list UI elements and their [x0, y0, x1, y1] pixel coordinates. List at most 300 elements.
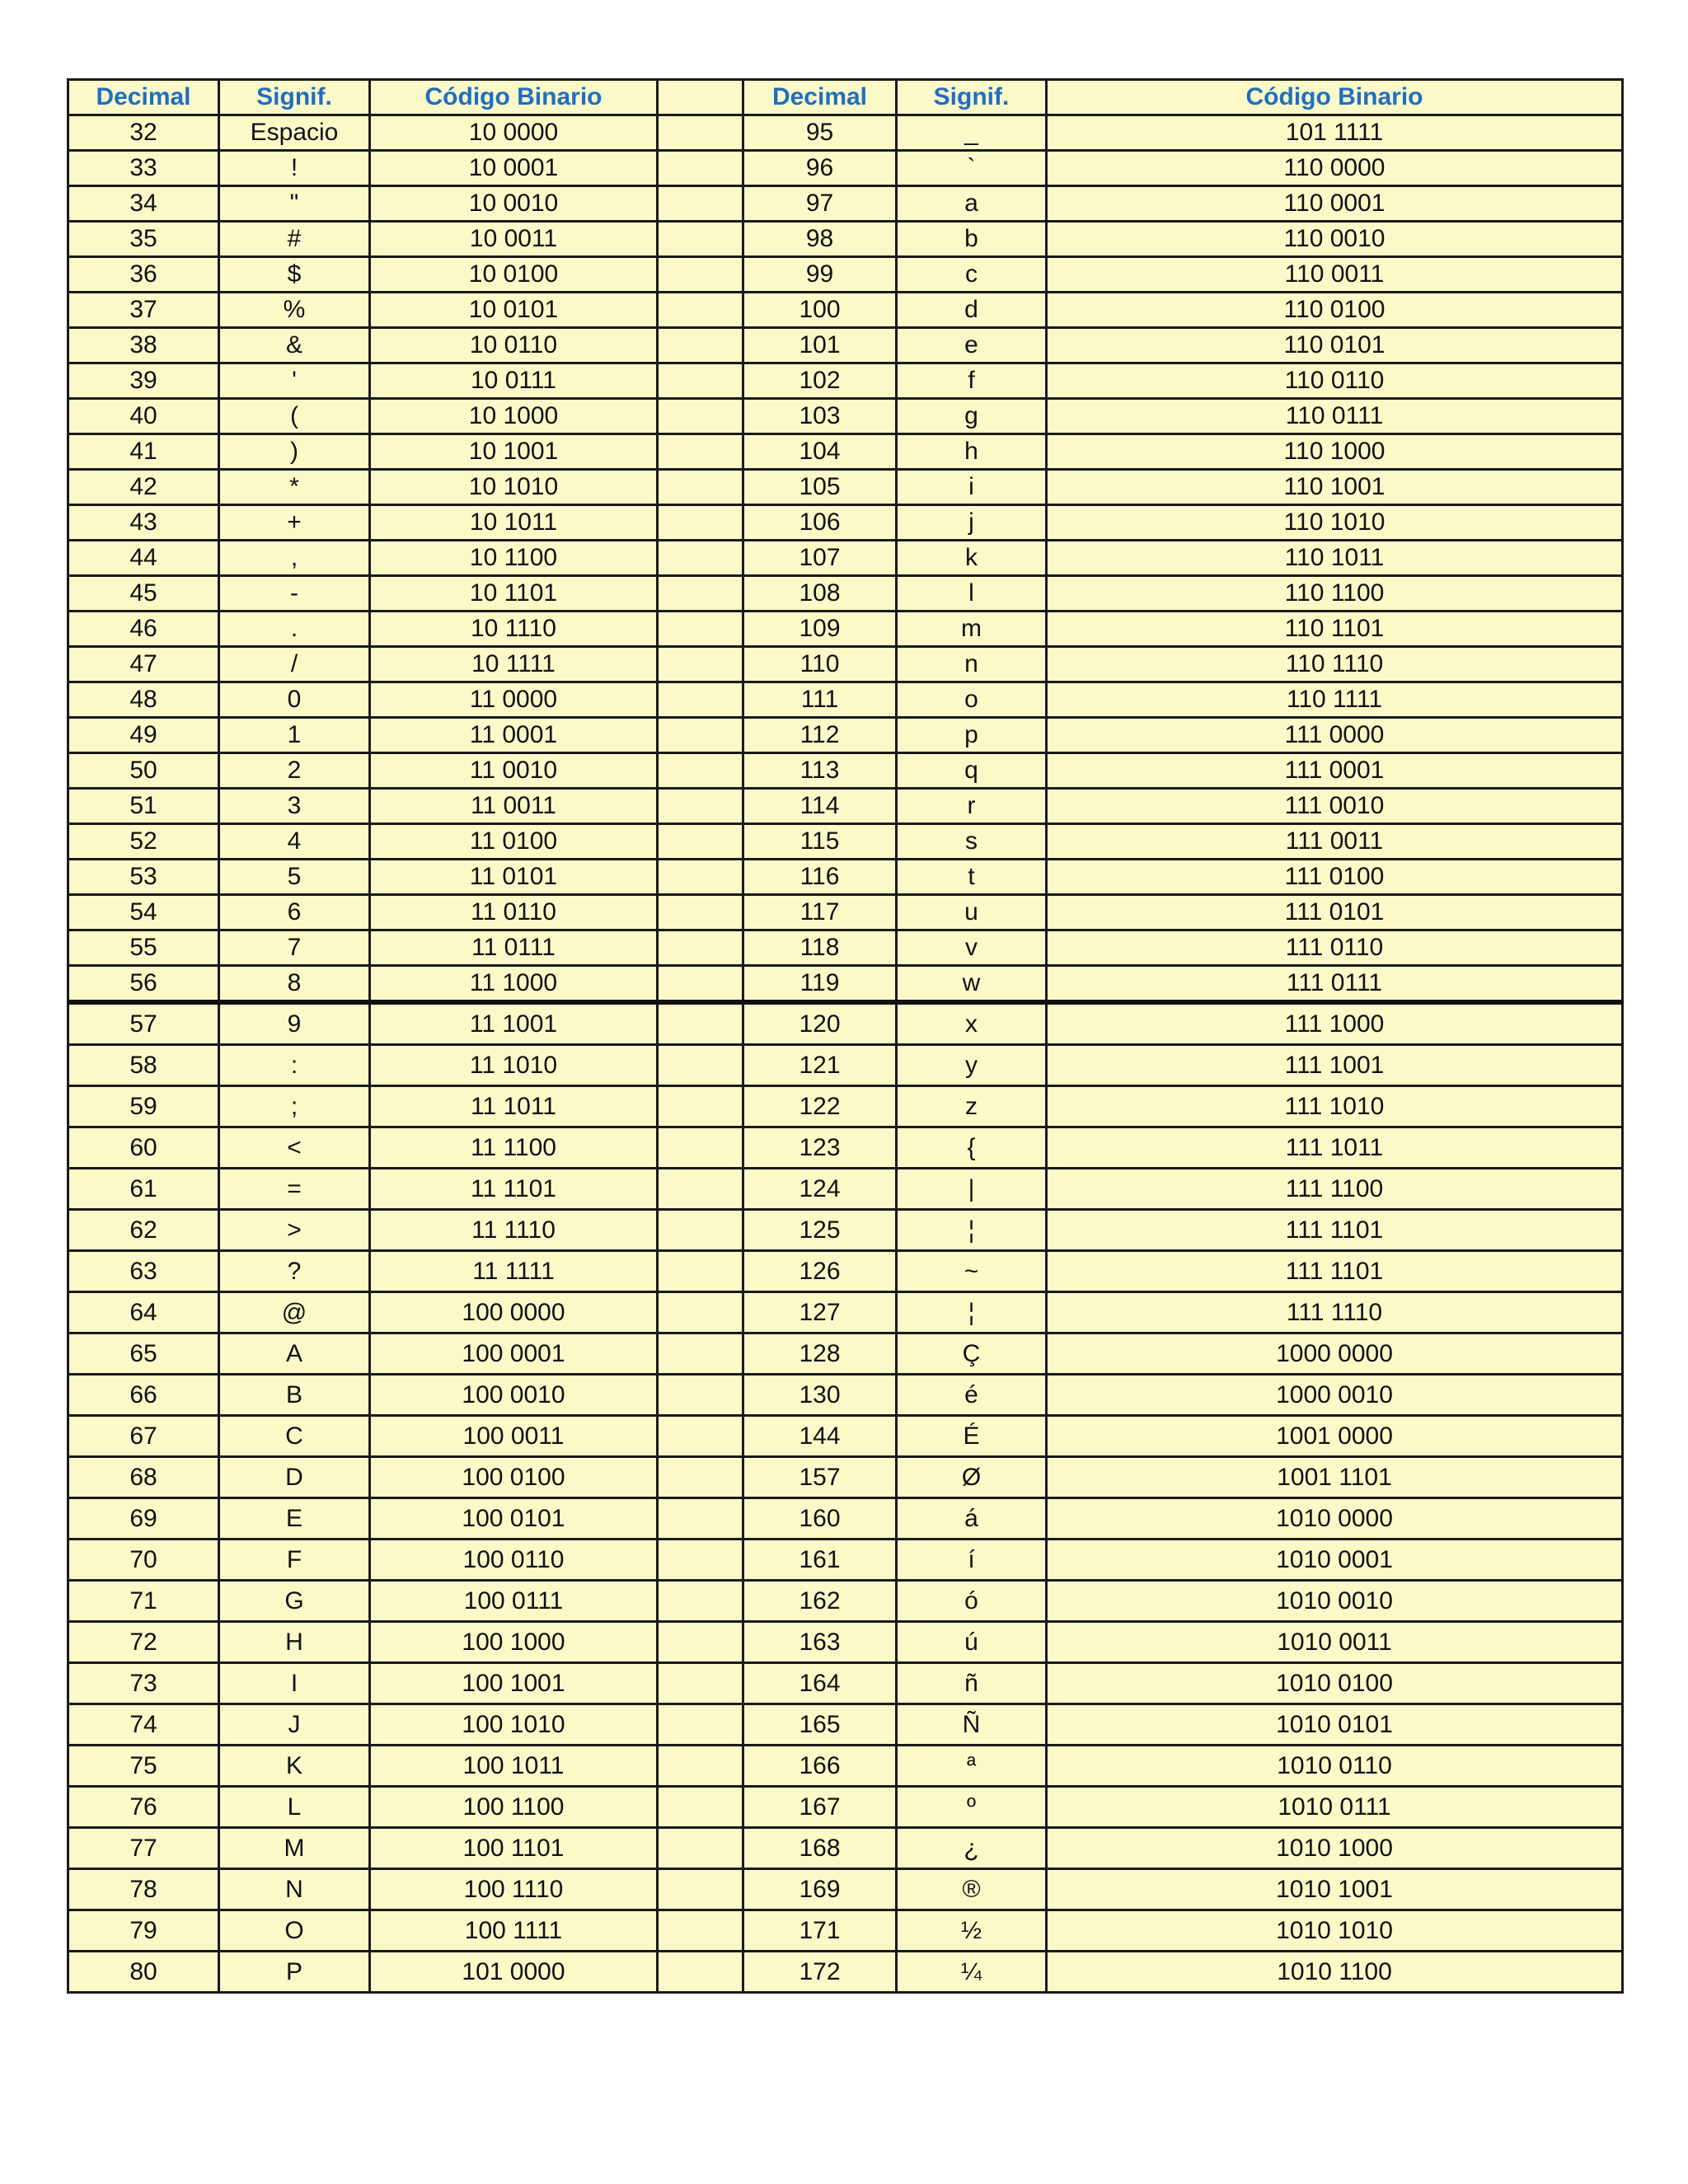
cell-signif: 2	[219, 753, 370, 789]
cell-spacer	[658, 222, 743, 257]
cell-signif: j	[897, 505, 1047, 541]
cell-signif: ¿	[897, 1828, 1047, 1869]
cell-spacer	[658, 1787, 743, 1828]
table-body-part2	[68, 1002, 1623, 1993]
cell-binary: 1000 0010	[1047, 1375, 1623, 1416]
cell-signif: v	[897, 930, 1047, 966]
cell-signif: *	[219, 470, 370, 505]
cell-signif: t	[897, 860, 1047, 895]
cell-binary: 10 0001	[370, 151, 658, 186]
cell-spacer	[658, 895, 743, 930]
cell-signif: 5	[219, 860, 370, 895]
cell-decimal: 42	[68, 470, 219, 505]
cell-decimal: 98	[743, 222, 897, 257]
cell-decimal: 50	[68, 753, 219, 789]
cell-binary: 11 1111	[370, 1251, 658, 1292]
cell-decimal: 70	[68, 1540, 219, 1581]
ascii-table-sheet	[67, 78, 1621, 1994]
cell-binary: 110 0110	[1047, 363, 1623, 399]
cell-decimal: 32	[68, 115, 219, 151]
cell-signif: ,	[219, 541, 370, 576]
cell-signif: 9	[219, 1002, 370, 1045]
cell-binary: 1010 0111	[1047, 1787, 1623, 1828]
cell-binary: 11 0101	[370, 860, 658, 895]
cell-binary: 10 1011	[370, 505, 658, 541]
header-decimal: Decimal	[743, 80, 897, 115]
table-row	[68, 505, 1623, 541]
cell-decimal: 104	[743, 434, 897, 470]
cell-signif: :	[219, 1045, 370, 1086]
cell-binary: 10 0110	[370, 328, 658, 363]
cell-binary: 100 0111	[370, 1581, 658, 1622]
cell-decimal: 64	[68, 1292, 219, 1333]
cell-binary: 111 1011	[1047, 1127, 1623, 1169]
cell-signif: "	[219, 186, 370, 222]
cell-decimal: 55	[68, 930, 219, 966]
cell-signif: &	[219, 328, 370, 363]
cell-decimal: 80	[68, 1952, 219, 1993]
cell-decimal: 166	[743, 1746, 897, 1787]
table-row	[68, 1869, 1623, 1910]
header-binary: Código Binario	[370, 80, 658, 115]
cell-binary: 100 1110	[370, 1869, 658, 1910]
cell-spacer	[658, 1127, 743, 1169]
header-signif: Signif.	[897, 80, 1047, 115]
cell-spacer	[658, 115, 743, 151]
cell-signif: ¦	[897, 1210, 1047, 1251]
cell-signif: B	[219, 1375, 370, 1416]
table-row	[68, 718, 1623, 753]
cell-decimal: 120	[743, 1002, 897, 1045]
cell-decimal: 59	[68, 1086, 219, 1127]
table-row	[68, 682, 1623, 718]
cell-signif: n	[897, 647, 1047, 682]
header-signif: Signif.	[219, 80, 370, 115]
cell-spacer	[658, 682, 743, 718]
cell-spacer	[658, 1002, 743, 1045]
cell-decimal: 107	[743, 541, 897, 576]
cell-binary: 1000 0000	[1047, 1333, 1623, 1375]
cell-decimal: 169	[743, 1869, 897, 1910]
cell-signif: z	[897, 1086, 1047, 1127]
cell-signif: P	[219, 1952, 370, 1993]
cell-binary: 10 1100	[370, 541, 658, 576]
cell-binary: 111 1101	[1047, 1251, 1623, 1292]
cell-signif: 7	[219, 930, 370, 966]
table-row	[68, 1704, 1623, 1746]
table-row	[68, 257, 1623, 293]
cell-binary: 10 0011	[370, 222, 658, 257]
cell-signif: %	[219, 293, 370, 328]
cell-signif: k	[897, 541, 1047, 576]
table-row	[68, 612, 1623, 647]
cell-spacer	[658, 576, 743, 612]
header-binary: Código Binario	[1047, 80, 1623, 115]
cell-spacer	[658, 1416, 743, 1457]
cell-decimal: 48	[68, 682, 219, 718]
table-row	[68, 399, 1623, 434]
cell-decimal: 52	[68, 824, 219, 860]
cell-binary: 1010 0000	[1047, 1498, 1623, 1540]
cell-decimal: 128	[743, 1333, 897, 1375]
cell-signif: +	[219, 505, 370, 541]
cell-decimal: 53	[68, 860, 219, 895]
cell-binary: 111 1010	[1047, 1086, 1623, 1127]
cell-signif: O	[219, 1910, 370, 1952]
cell-signif: I	[219, 1663, 370, 1704]
cell-binary: 1001 1101	[1047, 1457, 1623, 1498]
cell-binary: 110 0001	[1047, 186, 1623, 222]
cell-spacer	[658, 824, 743, 860]
cell-spacer	[658, 293, 743, 328]
cell-decimal: 124	[743, 1169, 897, 1210]
cell-spacer	[658, 1540, 743, 1581]
cell-spacer	[658, 434, 743, 470]
cell-spacer	[658, 1457, 743, 1498]
cell-binary: 110 0111	[1047, 399, 1623, 434]
cell-decimal: 51	[68, 789, 219, 824]
cell-signif: e	[897, 328, 1047, 363]
cell-decimal: 113	[743, 753, 897, 789]
cell-spacer	[658, 860, 743, 895]
cell-signif: í	[897, 1540, 1047, 1581]
cell-decimal: 109	[743, 612, 897, 647]
cell-binary: 110 0010	[1047, 222, 1623, 257]
cell-binary: 1001 0000	[1047, 1416, 1623, 1457]
cell-binary: 100 1011	[370, 1746, 658, 1787]
cell-signif: h	[897, 434, 1047, 470]
cell-signif: |	[897, 1169, 1047, 1210]
table-row	[68, 824, 1623, 860]
cell-decimal: 65	[68, 1333, 219, 1375]
cell-binary: 11 0100	[370, 824, 658, 860]
cell-signif: #	[219, 222, 370, 257]
table-row	[68, 1663, 1623, 1704]
cell-binary: 11 0111	[370, 930, 658, 966]
table-row	[68, 293, 1623, 328]
cell-decimal: 58	[68, 1045, 219, 1086]
cell-signif: F	[219, 1540, 370, 1581]
cell-signif: C	[219, 1416, 370, 1457]
cell-binary: 10 1101	[370, 576, 658, 612]
table-row	[68, 115, 1623, 151]
cell-spacer	[658, 1333, 743, 1375]
table-row	[68, 363, 1623, 399]
cell-decimal: 118	[743, 930, 897, 966]
cell-binary: 100 0110	[370, 1540, 658, 1581]
cell-binary: 11 1110	[370, 1210, 658, 1251]
table-row	[68, 1910, 1623, 1952]
cell-decimal: 62	[68, 1210, 219, 1251]
cell-signif: @	[219, 1292, 370, 1333]
cell-decimal: 63	[68, 1251, 219, 1292]
cell-decimal: 66	[68, 1375, 219, 1416]
cell-decimal: 160	[743, 1498, 897, 1540]
cell-decimal: 67	[68, 1416, 219, 1457]
cell-binary: 100 0000	[370, 1292, 658, 1333]
table-row	[68, 966, 1623, 1003]
cell-signif: <	[219, 1127, 370, 1169]
cell-binary: 111 1110	[1047, 1292, 1623, 1333]
cell-signif: K	[219, 1746, 370, 1787]
cell-decimal: 73	[68, 1663, 219, 1704]
cell-decimal: 112	[743, 718, 897, 753]
cell-signif: q	[897, 753, 1047, 789]
cell-decimal: 72	[68, 1622, 219, 1663]
cell-binary: 110 1101	[1047, 612, 1623, 647]
cell-binary: 100 1101	[370, 1828, 658, 1869]
cell-signif: )	[219, 434, 370, 470]
cell-signif: 1	[219, 718, 370, 753]
cell-signif: d	[897, 293, 1047, 328]
cell-decimal: 49	[68, 718, 219, 753]
table-row	[68, 930, 1623, 966]
cell-decimal: 78	[68, 1869, 219, 1910]
cell-spacer	[658, 328, 743, 363]
table-row	[68, 1540, 1623, 1581]
cell-binary: 11 1011	[370, 1086, 658, 1127]
cell-signif: á	[897, 1498, 1047, 1540]
cell-decimal: 105	[743, 470, 897, 505]
cell-spacer	[658, 1251, 743, 1292]
cell-signif: !	[219, 151, 370, 186]
table-row	[68, 647, 1623, 682]
table-row	[68, 434, 1623, 470]
cell-binary: 11 1100	[370, 1127, 658, 1169]
cell-binary: 110 1001	[1047, 470, 1623, 505]
cell-binary: 111 0100	[1047, 860, 1623, 895]
cell-signif: .	[219, 612, 370, 647]
cell-binary: 111 1100	[1047, 1169, 1623, 1210]
cell-signif: u	[897, 895, 1047, 930]
cell-signif: f	[897, 363, 1047, 399]
cell-decimal: 102	[743, 363, 897, 399]
cell-binary: 10 0101	[370, 293, 658, 328]
cell-decimal: 45	[68, 576, 219, 612]
cell-binary: 11 1101	[370, 1169, 658, 1210]
cell-decimal: 97	[743, 186, 897, 222]
cell-decimal: 33	[68, 151, 219, 186]
cell-decimal: 76	[68, 1787, 219, 1828]
cell-signif: r	[897, 789, 1047, 824]
cell-decimal: 96	[743, 151, 897, 186]
cell-decimal: 37	[68, 293, 219, 328]
cell-decimal: 167	[743, 1787, 897, 1828]
header-row	[68, 80, 1623, 115]
cell-binary: 1010 1000	[1047, 1828, 1623, 1869]
cell-binary: 111 1000	[1047, 1002, 1623, 1045]
cell-signif: -	[219, 576, 370, 612]
cell-binary: 10 0100	[370, 257, 658, 293]
cell-spacer	[658, 1086, 743, 1127]
cell-decimal: 95	[743, 115, 897, 151]
cell-binary: 100 0011	[370, 1416, 658, 1457]
cell-signif: >	[219, 1210, 370, 1251]
cell-spacer	[658, 1746, 743, 1787]
table-row	[68, 541, 1623, 576]
cell-signif: g	[897, 399, 1047, 434]
cell-binary: 111 0101	[1047, 895, 1623, 930]
cell-signif: `	[897, 151, 1047, 186]
table-row	[68, 1086, 1623, 1127]
cell-signif: G	[219, 1581, 370, 1622]
cell-decimal: 75	[68, 1746, 219, 1787]
table-row	[68, 789, 1623, 824]
cell-spacer	[658, 1622, 743, 1663]
cell-binary: 111 0111	[1047, 966, 1623, 1003]
cell-decimal: 44	[68, 541, 219, 576]
cell-signif: H	[219, 1622, 370, 1663]
cell-binary: 111 0011	[1047, 824, 1623, 860]
cell-binary: 1010 0110	[1047, 1746, 1623, 1787]
cell-binary: 111 1001	[1047, 1045, 1623, 1086]
cell-signif: Ç	[897, 1333, 1047, 1375]
cell-decimal: 121	[743, 1045, 897, 1086]
cell-spacer	[658, 186, 743, 222]
cell-binary: 1010 1100	[1047, 1952, 1623, 1993]
cell-signif: $	[219, 257, 370, 293]
cell-spacer	[658, 1498, 743, 1540]
cell-binary: 1010 0001	[1047, 1540, 1623, 1581]
cell-signif: {	[897, 1127, 1047, 1169]
cell-signif: p	[897, 718, 1047, 753]
cell-spacer	[658, 789, 743, 824]
table-row	[68, 1045, 1623, 1086]
cell-signif: s	[897, 824, 1047, 860]
cell-signif: y	[897, 1045, 1047, 1086]
cell-binary: 1010 1010	[1047, 1910, 1623, 1952]
cell-signif: É	[897, 1416, 1047, 1457]
cell-binary: 110 1011	[1047, 541, 1623, 576]
cell-signif: 0	[219, 682, 370, 718]
cell-binary: 10 0111	[370, 363, 658, 399]
cell-binary: 110 0100	[1047, 293, 1623, 328]
cell-decimal: 60	[68, 1127, 219, 1169]
cell-spacer	[658, 363, 743, 399]
table-row	[68, 1581, 1623, 1622]
table-row	[68, 1952, 1623, 1993]
cell-spacer	[658, 1581, 743, 1622]
cell-binary: 11 1000	[370, 966, 658, 1003]
cell-signif: ¼	[897, 1952, 1047, 1993]
cell-spacer	[658, 930, 743, 966]
cell-decimal: 171	[743, 1910, 897, 1952]
cell-spacer	[658, 612, 743, 647]
cell-signif: ñ	[897, 1663, 1047, 1704]
cell-decimal: 56	[68, 966, 219, 1003]
table-row	[68, 1169, 1623, 1210]
cell-binary: 11 0011	[370, 789, 658, 824]
cell-binary: 11 1001	[370, 1002, 658, 1045]
cell-binary: 11 0010	[370, 753, 658, 789]
cell-decimal: 111	[743, 682, 897, 718]
cell-signif: ú	[897, 1622, 1047, 1663]
cell-decimal: 100	[743, 293, 897, 328]
cell-signif: c	[897, 257, 1047, 293]
table-body-part1	[68, 115, 1623, 1003]
cell-binary: 111 0110	[1047, 930, 1623, 966]
cell-signif: =	[219, 1169, 370, 1210]
cell-decimal: 36	[68, 257, 219, 293]
cell-decimal: 106	[743, 505, 897, 541]
cell-signif: ~	[897, 1251, 1047, 1292]
cell-decimal: 69	[68, 1498, 219, 1540]
cell-decimal: 40	[68, 399, 219, 434]
ascii-table	[67, 78, 1624, 1994]
cell-decimal: 39	[68, 363, 219, 399]
cell-decimal: 127	[743, 1292, 897, 1333]
cell-signif: a	[897, 186, 1047, 222]
cell-signif: '	[219, 363, 370, 399]
cell-binary: 100 0101	[370, 1498, 658, 1540]
cell-spacer	[658, 1910, 743, 1952]
cell-decimal: 108	[743, 576, 897, 612]
table-row	[68, 860, 1623, 895]
cell-binary: 11 0000	[370, 682, 658, 718]
cell-binary: 100 1001	[370, 1663, 658, 1704]
table-row	[68, 1251, 1623, 1292]
cell-decimal: 35	[68, 222, 219, 257]
cell-decimal: 114	[743, 789, 897, 824]
cell-spacer	[658, 505, 743, 541]
cell-binary: 110 1010	[1047, 505, 1623, 541]
cell-binary: 100 1000	[370, 1622, 658, 1663]
table-row	[68, 895, 1623, 930]
cell-signif: D	[219, 1457, 370, 1498]
cell-binary: 10 1110	[370, 612, 658, 647]
cell-signif: b	[897, 222, 1047, 257]
cell-binary: 10 1010	[370, 470, 658, 505]
cell-decimal: 144	[743, 1416, 897, 1457]
cell-spacer	[658, 257, 743, 293]
cell-signif: E	[219, 1498, 370, 1540]
cell-decimal: 57	[68, 1002, 219, 1045]
cell-binary: 100 0100	[370, 1457, 658, 1498]
cell-signif: M	[219, 1828, 370, 1869]
cell-binary: 11 1010	[370, 1045, 658, 1086]
cell-decimal: 119	[743, 966, 897, 1003]
cell-spacer	[658, 647, 743, 682]
table-row	[68, 1333, 1623, 1375]
cell-binary: 110 1000	[1047, 434, 1623, 470]
cell-signif: o	[897, 682, 1047, 718]
cell-decimal: 99	[743, 257, 897, 293]
table-row	[68, 576, 1623, 612]
cell-spacer	[658, 1869, 743, 1910]
cell-binary: 100 0001	[370, 1333, 658, 1375]
cell-binary: 110 0000	[1047, 151, 1623, 186]
cell-binary: 10 0000	[370, 115, 658, 151]
cell-signif: /	[219, 647, 370, 682]
table-row	[68, 151, 1623, 186]
cell-spacer	[658, 1292, 743, 1333]
cell-decimal: 168	[743, 1828, 897, 1869]
cell-decimal: 47	[68, 647, 219, 682]
cell-spacer	[658, 151, 743, 186]
cell-signif: 8	[219, 966, 370, 1003]
cell-binary: 110 1110	[1047, 647, 1623, 682]
cell-decimal: 123	[743, 1127, 897, 1169]
cell-decimal: 103	[743, 399, 897, 434]
cell-signif: é	[897, 1375, 1047, 1416]
cell-binary: 111 0010	[1047, 789, 1623, 824]
cell-signif: 6	[219, 895, 370, 930]
cell-decimal: 38	[68, 328, 219, 363]
cell-spacer	[658, 718, 743, 753]
table-row	[68, 1746, 1623, 1787]
cell-spacer	[658, 1375, 743, 1416]
cell-spacer	[658, 1663, 743, 1704]
